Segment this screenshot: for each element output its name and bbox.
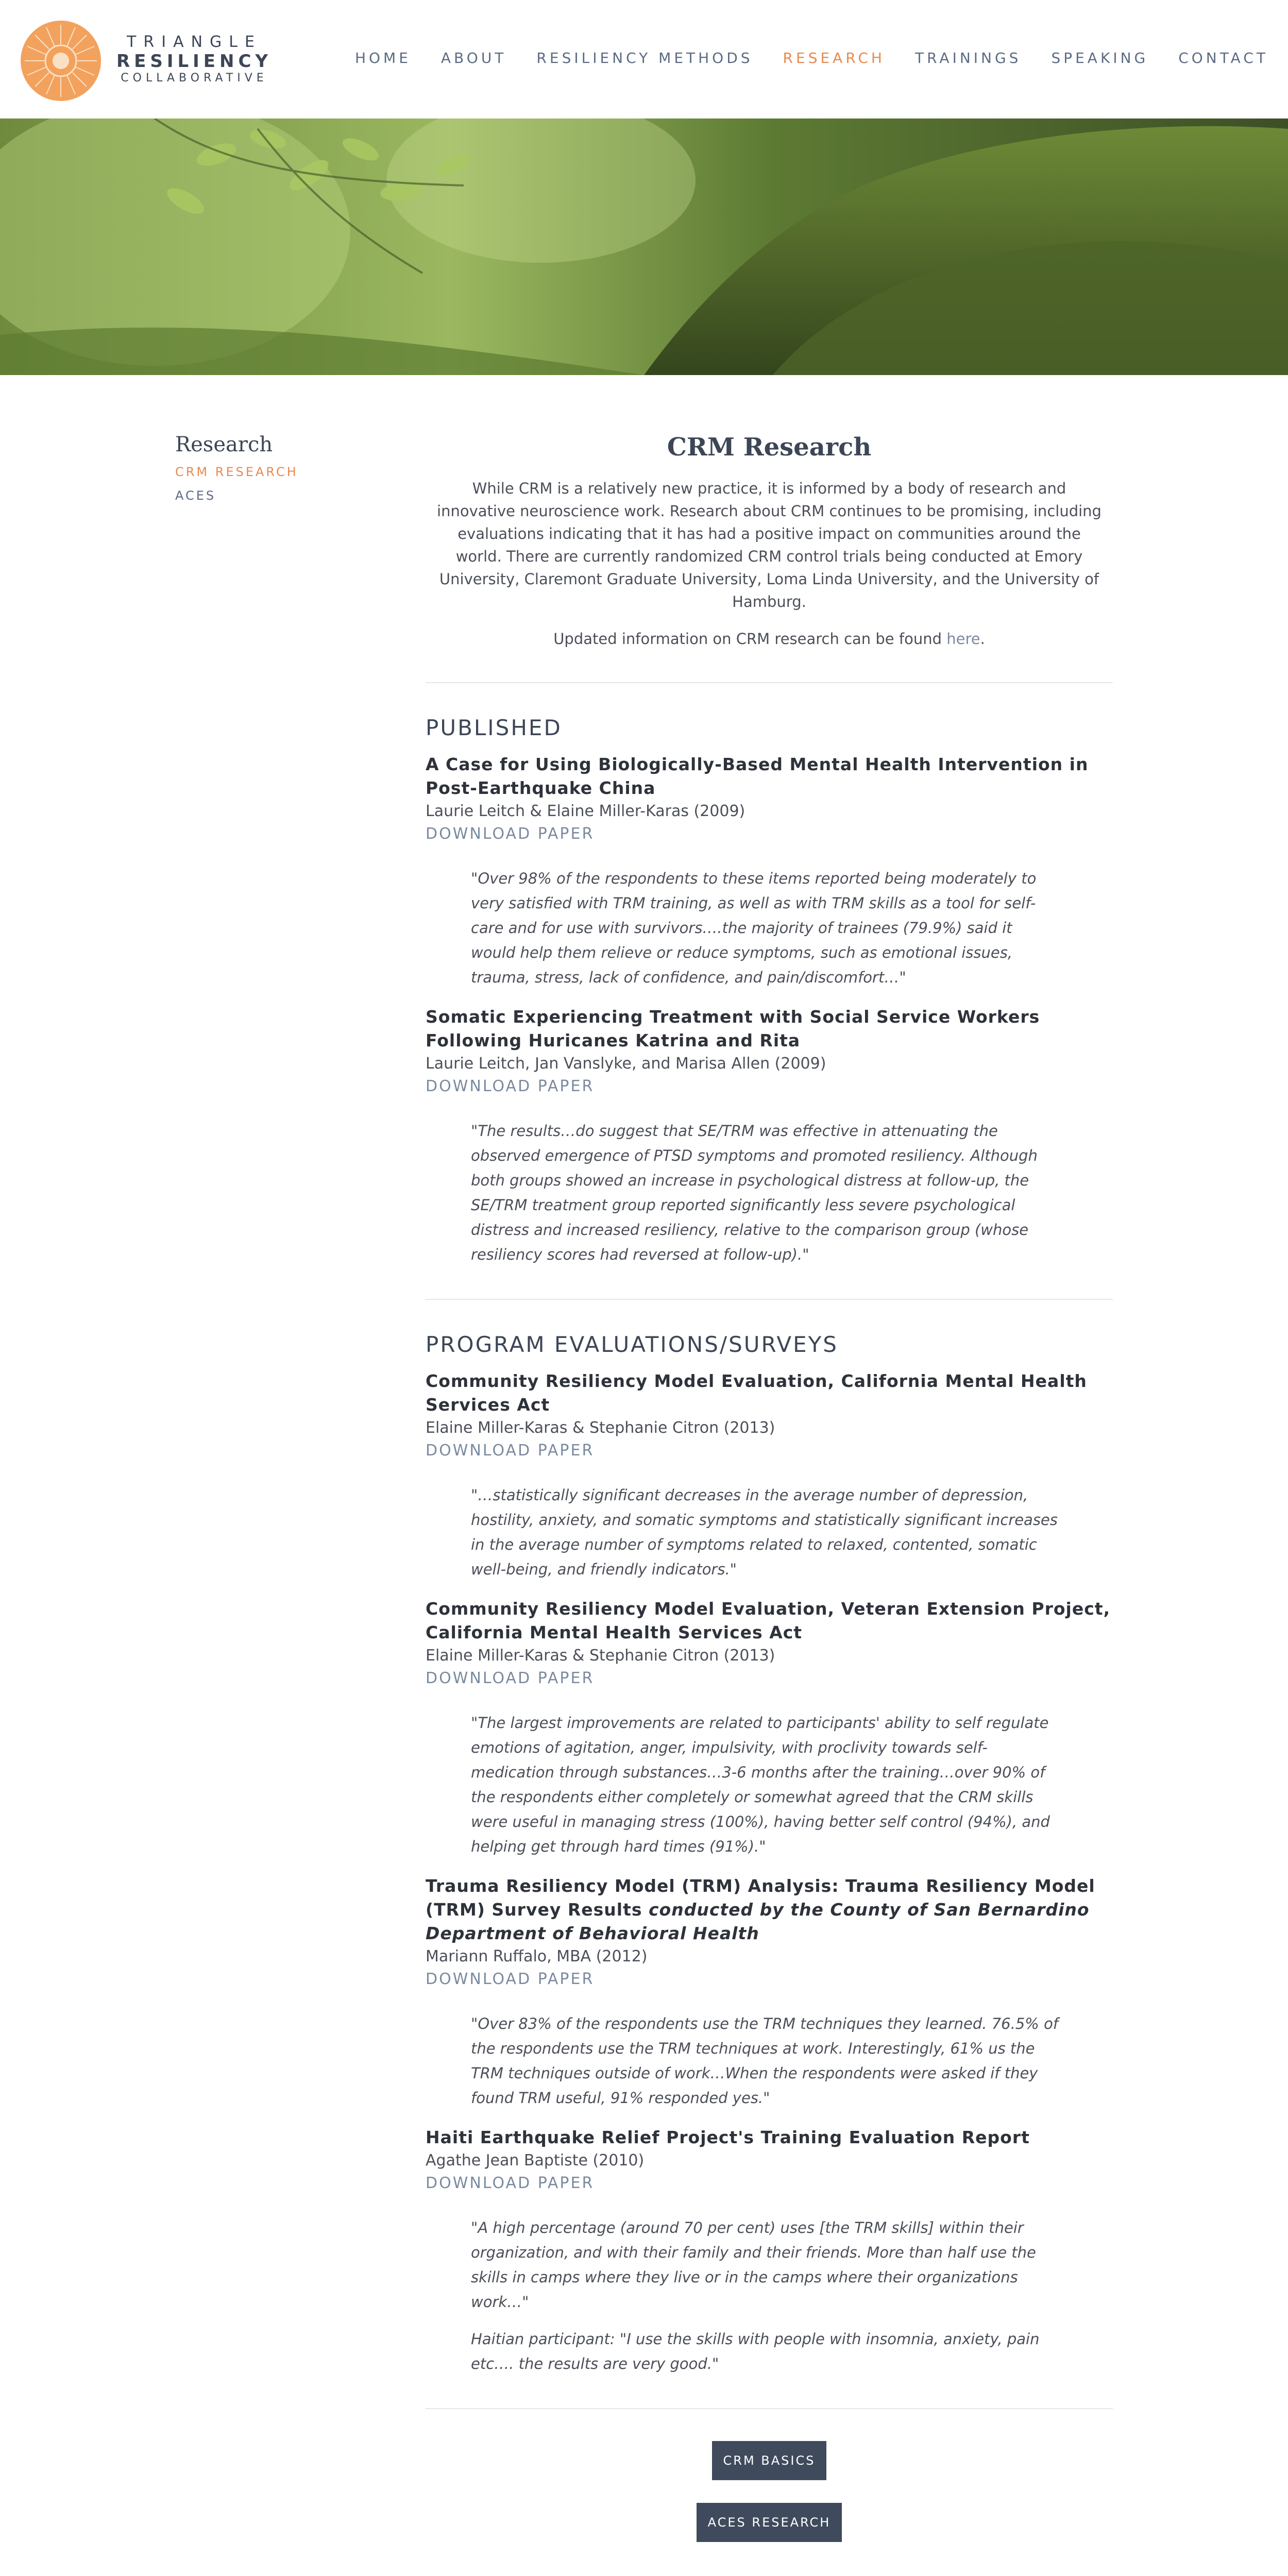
nav-home[interactable]: HOME [354,49,411,66]
paper-entry [426,1369,1113,1582]
sidebar [175,433,381,512]
bottom-buttons [426,2441,1113,2565]
update-note [426,628,1113,650]
paper-quote [426,2195,1113,2376]
download-paper-link[interactable]: DOWNLOAD PAPER [426,1077,595,1095]
update-end: . [980,630,985,648]
paper-entry [426,1874,1113,2110]
paper-title-italic: conducted by the County of San Bernardino Department of Behavioral Health [426,1900,1090,1943]
nav-about[interactable]: ABOUT [440,49,507,66]
paper-authors: Elaine Miller-Karas & Stephanie Citron (2013) [426,1419,775,1437]
paper-title: A Case for Using Biologically-Based Mental Health Intervention in Post-Earthquake China [426,754,1089,798]
paper-title: Community Resiliency Model Evaluation, Veteran Extension Project, California Mental Health Services Act [426,1599,1111,1642]
paper-quote [426,845,1113,990]
aces-research-button[interactable]: ACES RESEARCH [697,2503,842,2542]
paper-title [426,1874,1113,1945]
download-paper-link[interactable]: DOWNLOAD PAPER [426,1442,595,1460]
download-paper-link[interactable]: DOWNLOAD PAPER [426,825,595,843]
paper-authors: Mariann Ruffalo, MBA (2012) [426,1947,648,1965]
quote-text: "A high percentage (around 70 per cent) uses [the TRM skills] within their organization, and with their family and their friends. More than half use the skills in camps where they live or in the camps where their organizations work…" [471,2219,1036,2311]
hero-image [0,118,1288,375]
divider [426,2408,1113,2409]
intro-paragraph: While CRM is a relatively new practice, it is informed by a body of research and innovative neuroscience work. Research about CRM continues to be promising, including evaluations indicating that it has had a positive impact on communities around the world. There are currently randomized CRM control trials being conducted at Emory University, Claremont Graduate University, Loma Linda University, and the University of Hamburg. [437,480,1101,611]
sidebar-item-crm-research[interactable]: CRM RESEARCH [175,465,298,479]
paper-entry [426,2126,1113,2376]
main-nav [355,49,1268,66]
page-title: CRM Research [667,433,872,462]
quote-text: "The results…do suggest that SE/TRM was effective in attenuating the observed emergence of PTSD symptoms and promoted resiliency. Although both groups showed an increase in psychological distress at follow-up, the SE/TRM treatment group reported significantly less severe psychological distress and increased resiliency, relative to the comparison group (whose resiliency scores had reversed at follow-up)." [471,1122,1038,1263]
paper-title: Haiti Earthquake Relief Project's Training Evaluation Report [426,2127,1030,2147]
paper-entry [426,1597,1113,1859]
nav-resiliency-methods[interactable]: RESILIENCY METHODS [536,49,753,66]
paper-entry [426,1005,1113,1267]
quote-text: "Over 83% of the respondents use the TRM techniques they learned. 76.5% of the respondents use the TRM techniques at work. Interestingly, 61% us the TRM techniques outside of work…When the respondents were asked if they found TRM useful, 91% responded yes." [471,2015,1059,2107]
paper-quote [426,1462,1113,1582]
update-text: Updated information on CRM research can be found [553,630,947,648]
sidebar-item-aces[interactable]: ACES [175,488,216,503]
paper-quote [426,1991,1113,2110]
main-content [426,433,1113,2565]
section-heading-evaluations: PROGRAM EVALUATIONS/SURVEYS [426,1332,838,1357]
logo-wordmark[interactable] [109,33,279,86]
paper-title-plain: Trauma Resiliency Model (TRM) Analysis: Trauma Resiliency Model (TRM) Survey Results [426,1876,1095,1920]
divider [426,1299,1113,1300]
crm-basics-button[interactable]: CRM BASICS [712,2441,827,2480]
download-paper-link[interactable]: DOWNLOAD PAPER [426,1669,595,1687]
nav-research[interactable]: RESEARCH [783,49,885,66]
nav-contact[interactable]: CONTACT [1178,49,1268,66]
paper-entry [426,753,1113,990]
paper-quote [426,1098,1113,1267]
logo-line-2: RESILIENCY [116,51,273,72]
paper-authors: Laurie Leitch, Jan Vanslyke, and Marisa Allen (2009) [426,1055,826,1073]
paper-authors: Elaine Miller-Karas & Stephanie Citron (2013) [426,1647,775,1665]
quote-text: "The largest improvements are related to participants' ability to self regulate emotions of agitation, anger, impulsivity, with proclivity towards self-medication through substances…3-6 months after the training…over 90% of the respondents either completely or somewhat agreed that the CRM skills were useful in managing stress (100%), having better self control (94%), and helping get through hard times (91%)." [471,1714,1050,1855]
paper-authors: Agathe Jean Baptiste (2010) [426,2151,645,2170]
sidebar-title: Research [175,433,273,456]
download-paper-link[interactable]: DOWNLOAD PAPER [426,2174,595,2192]
nav-trainings[interactable]: TRAININGS [914,49,1022,66]
site-header [0,0,1288,118]
download-paper-link[interactable]: DOWNLOAD PAPER [426,1970,595,1988]
paper-title: Community Resiliency Model Evaluation, California Mental Health Services Act [426,1371,1087,1415]
nav-speaking[interactable]: SPEAKING [1051,49,1149,66]
quote-text-participant: Haitian participant: "I use the skills with people with insomnia, anxiety, pain etc…. the results are very good." [471,2330,1040,2372]
divider [426,682,1113,683]
paper-authors: Laurie Leitch & Elaine Miller-Karas (2009) [426,802,745,820]
sun-logo-icon[interactable] [20,20,102,102]
quote-text: "…statistically significant decreases in the average number of depression, hostility, anxiety, and somatic symptoms and statistically significant increases in the average number of symptoms related to relaxed, contented, somatic well-being, and friendly indicators." [471,1486,1058,1578]
update-here-link[interactable]: here [946,630,980,648]
logo-line-3: COLLABORATIVE [121,72,268,84]
quote-text: "Over 98% of the respondents to these items reported being moderately to very satisfied with TRM training, as well as with TRM skills as a tool for self-care and for use with survivors….the majority of trainees (79.9%) said it would help them relieve or reduce symptoms, such as emotional issues, trauma, stress, lack of confidence, and pain/discomfort…" [471,870,1037,986]
paper-quote [426,1690,1113,1859]
section-heading-published: PUBLISHED [426,715,562,740]
paper-title: Somatic Experiencing Treatment with Social Service Workers Following Huricanes Katrina and Rita [426,1007,1040,1050]
logo-line-1: TRIANGLE [127,33,262,51]
